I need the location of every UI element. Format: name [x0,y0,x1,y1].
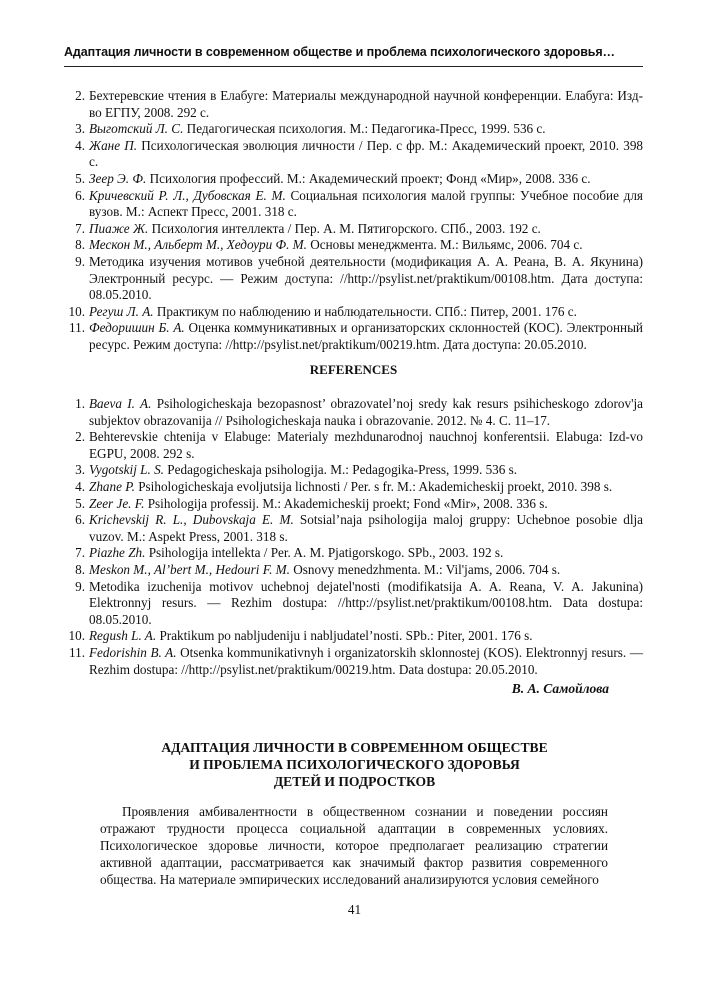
reference-author: Мескон М., Альберт М., Хедоури Ф. М. [89,237,307,253]
reference-item [64,462,643,479]
reference-number: 3. [75,121,85,137]
reference-number: 5. [75,170,85,186]
reference-item [64,429,643,462]
reference-author: Regush L. A. [89,628,157,644]
reference-number: 11. [69,644,85,660]
reference-item [64,237,643,254]
references-list-en [64,396,643,678]
reference-item [64,188,643,221]
reference-item [64,254,643,304]
reference-text: Psihologija professij. M.: Akademicheskij proekt; Fond «Mir», 2008. 336 s. [144,495,548,511]
reference-author: Регуш Л. А. [89,303,154,319]
reference-author: Fedorishin B. A. [89,644,177,660]
reference-text: Психология интеллекта / Пер. А. М. Пятигорского. СПб., 2003. 192 с. [148,220,541,236]
reference-item [64,221,643,238]
reference-text: Психология профессий. М.: Академический проект; Фонд «Мир», 2008. 336 с. [146,170,591,186]
reference-number: 2. [75,429,85,445]
reference-number: 5. [75,495,85,511]
abstract-paragraph: Проявления амбивалентности в общественном сознании и поведении россиян отражают трудности процесса социальной адаптации в современных условиях. Психологическое здоровье личности, которое предполагает реализацию стратегии активной адаптации, рассматривается как значимый фактор развития современного общества. На материале эмпирических исследований анализируются условия семейного [100,804,608,887]
reference-author: Выготский Л. С. [89,121,184,137]
reference-number: 8. [75,237,85,253]
reference-text: Psihologija intellekta / Per. A. M. Pjatigorskogo. SPb., 2003. 192 s. [145,545,504,561]
reference-text: Praktikum po nabljudeniju i nabljudatel’nosti. SPb.: Piter, 2001. 176 s. [156,628,533,644]
reference-item [64,579,643,629]
reference-item [64,628,643,645]
reference-item [64,396,643,429]
reference-number: 9. [75,253,85,269]
article-author: В. А. Самойлова [511,681,609,696]
reference-number: 6. [75,512,85,528]
reference-text: Психологическая эволюция личности / Пер. с фр. М.: Академический проект, 2010. 398 с. [89,137,644,170]
reference-author: Кричевский Р. Л., Дубовская Е. М. [89,187,286,203]
running-header: Адаптация личности в современном обществе и проблема психологического здоровья… [64,45,615,59]
reference-text: Оценка коммуникативных и организаторских склонностей (КОС). Электронный ресурс. Режим доступа: //http://psylist.net/praktikum/00219.htm. Дата доступа: 20.05.2010. [89,320,643,352]
reference-item [64,171,643,188]
reference-text: Основы менеджмента. М.: Вильямс, 2006. 704 с. [306,237,583,253]
reference-text: Psihologicheskaja bezopasnost’ obrazovatel’noj sredy kak resurs psihicheskogo zdorov'ja subjektov obrazovanija // Psihologicheskaja nauka i obrazovanie. 2012. № 4. С. 11–17. [89,396,643,428]
article-title [100,739,609,790]
reference-text: Osnovy menedzhmenta. M.: Vil'jams, 2006. 704 s. [289,561,561,577]
reference-item [64,88,643,121]
reference-author: Федоришин Б. А. [89,320,185,336]
reference-author: Piazhe Zh. [89,545,146,561]
reference-item [64,512,643,545]
reference-text: Sotsial’naja psihologija maloj gruppy: Uchebnoe posobie dlja vuzov. M.: Aspekt Press, 2001. 318 s. [89,512,644,544]
reference-number: 10. [68,303,85,319]
reference-number: 1. [75,396,85,411]
reference-author: Baeva I. A. [89,396,152,411]
reference-author: Zhane P. [89,478,135,494]
reference-number: 8. [75,561,85,577]
title-line: ДЕТЕЙ И ПОДРОСТКОВ [273,774,436,789]
reference-item [64,645,643,678]
reference-item [64,320,643,353]
reference-item [64,545,643,562]
reference-text: Педагогическая психология. М.: Педагогика-Пресс, 1999. 536 с. [183,121,546,137]
reference-text: Практикум по наблюдению и наблюдательности. СПб.: Питер, 2001. 176 с. [153,303,577,319]
reference-text: Социальная психология малой группы: Учебное пособие для вузов. М.: Аспект Пресс, 2001. 318 с. [89,187,643,220]
reference-text: Otsenka kommunikativnyh i organizatorskih sklonnostej (KOS). Elektronnyj resurs. — Rezhim dostupa: //http://psylist.net/praktikum/00219.htm. Data dostupa: 20.05.2010. [89,644,643,677]
reference-number: 7. [75,220,85,236]
reference-text: Бехтеревские чтения в Елабуге: Материалы международной научной конференции. Елабуга: Изд-во ЕГПУ, 2008. 292 с. [89,88,643,120]
reference-item [64,304,643,321]
reference-number: 11. [69,320,85,336]
reference-text: Metodika izuchenija motivov uchebnoj dejatel'nosti (modifikatsija A. A. Reana, V. A. Jakunina) Elektronnyj resurs. — Rezhim dostupa: //http://psylist.net/praktikum/00108.htm. Data dostupa: 08.05.2010. [89,578,643,627]
reference-author: Zeer Je. F. [89,495,145,511]
reference-author: Vygotskij L. S. [89,462,164,478]
reference-item [64,121,643,138]
reference-number: 4. [75,478,85,494]
reference-author: Зеер Э. Ф. [89,170,147,186]
reference-author: Krichevskij R. L., Dubovskaja E. M. [89,512,294,528]
reference-author: Meskon M., Al’bert M., Hedouri F. M. [89,561,290,577]
reference-number: 7. [75,545,85,561]
reference-text: Behterevskie chtenija v Elabuge: Materialy mezhdunarodnoj nauchnoj konferentsii. Elabuga: Izd-vo EGPU, 2008. 292 s. [89,429,643,461]
reference-item [64,562,643,579]
reference-number: 2. [75,88,85,103]
reference-author: Жане П. [89,137,138,153]
reference-author: Пиаже Ж. [89,220,149,236]
reference-item [64,496,643,513]
reference-text: Методика изучения мотивов учебной деятельности (модификация А. А. Реана, В. А. Якунина) Электронный ресурс. — Режим доступа: //http://psylist.net/praktikum/00108.htm. Дата доступа: 08.05.2010. [89,253,643,303]
references-heading: REFERENCES [309,362,398,377]
page-number: 41 [347,902,362,917]
reference-number: 4. [75,137,85,153]
reference-number: 6. [75,187,85,203]
reference-number: 9. [75,578,85,594]
reference-item [64,138,643,171]
reference-number: 10. [68,628,85,644]
reference-number: 3. [75,462,85,478]
header-rule [64,66,643,67]
title-line: И ПРОБЛЕМА ПСИХОЛОГИЧЕСКОГО ЗДОРОВЬЯ [189,757,520,772]
title-line: АДАПТАЦИЯ ЛИЧНОСТИ В СОВРЕМЕННОМ ОБЩЕСТВЕ [161,740,548,755]
reference-text: Pedagogicheskaja psihologija. M.: Pedagogika-Press, 1999. 536 s. [163,462,518,478]
references-list-ru [64,88,643,354]
reference-text: Psihologicheskaja evoljutsija lichnosti / Per. s fr. M.: Akademicheskij proekt, 2010. 398 s. [134,478,613,494]
reference-item [64,479,643,496]
